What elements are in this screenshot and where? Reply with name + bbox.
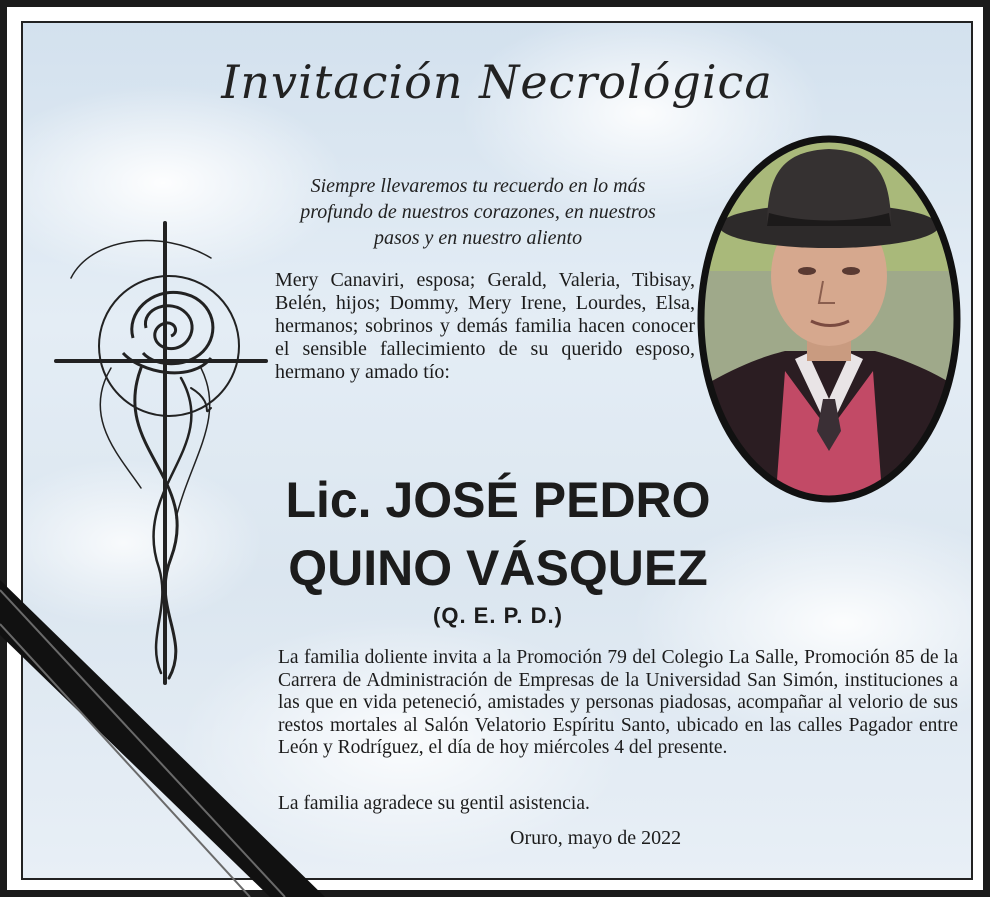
memorial-quote: Siempre llevaremos tu recuerdo en lo más profundo de nuestros corazones, en nuestros pasos y en nuestro aliento [300, 175, 656, 249]
deceased-name-line1: Lic. JOSÉ PEDRO [285, 472, 711, 528]
place-date: Oruro, mayo de 2022 [510, 827, 682, 849]
invitation-paragraph: La familia doliente invita a la Promoción 79 del Colegio La Salle, Promoción 85 de la Carrera de Administración de Empresas de la Universidad San Simón, instituciones a las que en vida peteneció, amistades y personas piadosas, acompañar al velorio de sus restos mortales al Salón Velatorio Espíritu Santo, ubicado en las calles Pagador entre León y Rodríguez, el día de hoy miércoles 4 del presente. [278, 647, 958, 758]
portrait-photo [695, 131, 963, 507]
qepd-label: (Q. E. P. D.) [433, 603, 563, 628]
deceased-name-line2: QUINO VÁSQUEZ [288, 540, 708, 596]
thanks-line: La familia agradece su gentil asistencia. [278, 793, 590, 814]
mourning-ribbon-icon [0, 560, 340, 897]
page-title: Invitación Necrológica [221, 55, 773, 109]
family-announcement: Mery Canaviri, esposa; Gerald, Valeria, Tibisay, Belén, hijos; Dommy, Mery Irene, Lourdes, Elsa, hermanos; sobrinos y demás familia hacen conocer el sensible fallecimiento de su querido esposo, hermano y amado tío: [275, 269, 695, 383]
